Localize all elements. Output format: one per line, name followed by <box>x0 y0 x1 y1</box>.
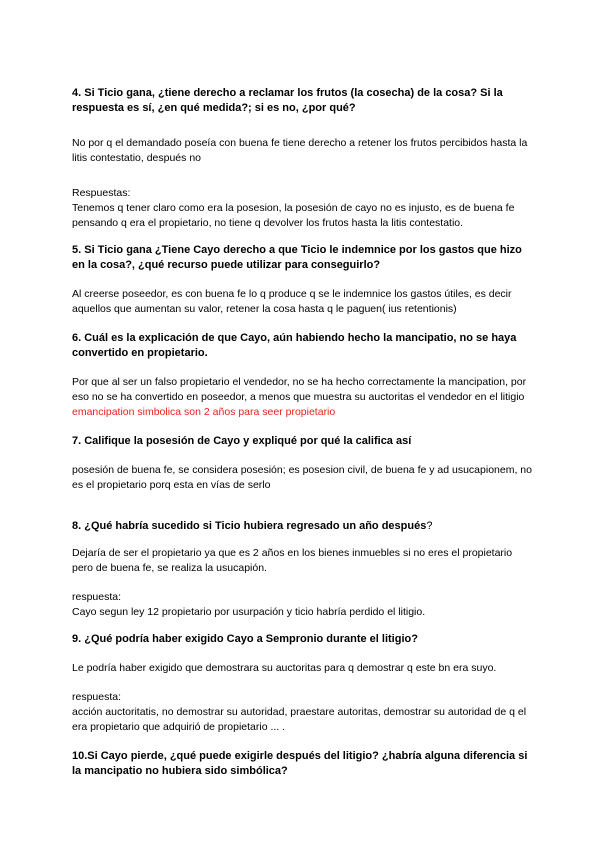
respuesta-label-9: respuesta: <box>72 691 122 703</box>
respuesta-text-9: acción auctoritatis, no demostrar su autoridad, praestare autoritas, demostrar su autoridad de q el era propietario que adquirió de propietario ... . <box>72 706 527 733</box>
answer-5: Al creerse poseedor, es con buena fe lo q produce q se le indemnice los gastos útiles, es decir aquellos que aumentan su valor, retener la cosa hasta q le paguen( ius retentionis) <box>72 288 512 315</box>
answer-4: No por q el demandado poseía con buena fe tiene derecho a retener los frutos percibidos hasta la litis contestatio, después no <box>72 137 528 164</box>
question-6: 6. Cuál es la explicación de que Cayo, aún habiendo hecho la mancipatio, no se haya convertido en propietario. <box>72 332 517 359</box>
question-4: 4. Si Ticio gana, ¿tiene derecho a reclamar los frutos (la cosecha) de la cosa? Si la respuesta es sí, ¿en qué medida?; si es no, ¿por qué? <box>72 87 503 114</box>
answer-9: Le podría haber exigido que demostrara su auctoritas para q demostrar q este bn era suyo. <box>72 662 497 674</box>
question-5: 5. Si Ticio gana ¿Tiene Cayo derecho a que Ticio le indemnice por los gastos que hizo en la cosa?, ¿qué recurso puede utilizar para conseguirlo? <box>72 244 522 271</box>
question-7: 7. Califique la posesión de Cayo y expliqué por qué la califica así <box>72 435 412 447</box>
answer-8: Dejaría de ser el propietario ya que es 2 años en los bienes inmuebles si no eres el propietario pero de buena fe, se realiza la usucapión. <box>72 547 513 574</box>
document-page <box>72 86 532 779</box>
answer-6-red-note: emancipation simbolica son 2 años para seer propietario <box>72 406 336 418</box>
question-8-mark: ? <box>426 520 433 532</box>
respuesta-text-8: Cayo segun ley 12 propietario por usurpación y ticio habría perdido el litigio. <box>72 606 426 618</box>
respuestas-text-4: Tenemos q tener claro como era la posesion, la posesión de cayo no es injusto, es de buena fe pensando q era el propietario, no tiene q devolver los frutos hasta la litis contestatio. <box>72 202 515 229</box>
respuestas-label-4: Respuestas: <box>72 187 131 199</box>
question-8 <box>72 519 532 534</box>
question-8-text: 8. ¿Qué habría sucedido si Ticio hubiera regresado un año después <box>72 520 427 532</box>
answer-6-text: Por que al ser un falso propietario el vendedor, no se ha hecho correctamente la mancipation, por eso no se ha convertido en poseedor, a menos que muestra su auctoritas el vendedor en el litigio <box>72 376 527 403</box>
answer-6 <box>72 375 532 420</box>
answer-7: posesión de buena fe, se considera posesión; es posesion civil, de buena fe y ad usucapionem, no es el propietario porq esta en vías de serlo <box>72 464 532 491</box>
question-10: 10.Si Cayo pierde, ¿qué puede exigirle después del litigio? ¿habría alguna diferencia si la mancipatio no hubiera sido simbólica? <box>72 750 528 777</box>
question-9: 9. ¿Qué podría haber exigido Cayo a Sempronio durante el litigio? <box>72 633 418 645</box>
respuesta-label-8: respuesta: <box>72 591 122 603</box>
